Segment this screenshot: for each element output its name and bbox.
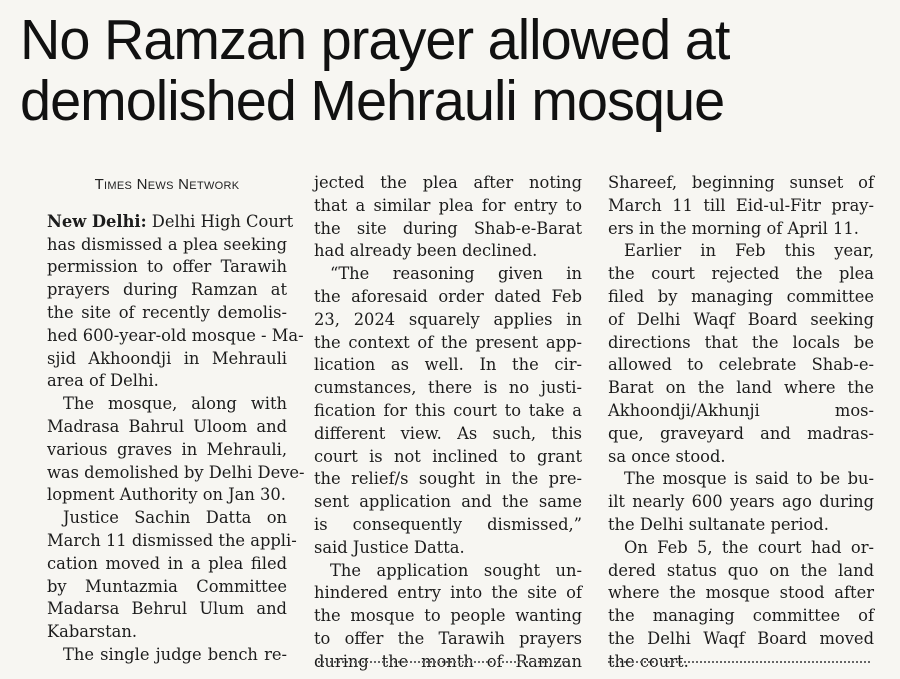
bottom-divider bbox=[318, 661, 568, 663]
article-text: Delhi High Court bbox=[146, 211, 294, 231]
article-line: Shareef, beginning sunset of bbox=[608, 173, 874, 192]
article-line: is consequently dismissed,” bbox=[314, 514, 582, 534]
article-line: hindered entry into the site of bbox=[314, 583, 582, 603]
article-line: ilt nearly 600 years ago during bbox=[608, 492, 874, 512]
article-line: court is not inclined to grant bbox=[314, 446, 582, 466]
article-line: dered status quo on the land bbox=[608, 560, 874, 580]
article-line: The mosque is said to be bu- bbox=[624, 469, 874, 489]
article-line: March 11 dismissed the appli- bbox=[47, 530, 297, 550]
article-line: The mosque, along with bbox=[63, 394, 287, 414]
article-line: On Feb 5, the court had or- bbox=[624, 537, 874, 557]
article-line: to offer the Tarawih prayers bbox=[314, 628, 582, 648]
article-line: March 11 till Eid-ul-Fitr pray- bbox=[608, 195, 874, 215]
article-line: the mosque to people wanting bbox=[314, 606, 582, 626]
article-line: hed 600-year-old mosque - Ma- bbox=[47, 325, 304, 345]
article-line: Earlier in Feb this year, bbox=[624, 241, 874, 261]
article-line: various graves in Mehrauli, bbox=[47, 439, 287, 459]
article-line: ers in the morning of April 11. bbox=[608, 218, 859, 238]
article-line: Akhoondji/Akhunji mos- bbox=[608, 400, 874, 420]
article-line: the aforesaid order dated Feb bbox=[314, 286, 582, 306]
article-line: the relief/s sought in the pre- bbox=[314, 469, 582, 489]
article-line: lopment Authority on Jan 30. bbox=[47, 485, 286, 505]
article-line bbox=[47, 211, 294, 234]
article-line: sa once stood. bbox=[608, 446, 726, 466]
article-line: allowed to celebrate Shab-e- bbox=[608, 355, 874, 375]
article-line: jected the plea after noting bbox=[314, 173, 582, 192]
dateline: New Delhi: bbox=[47, 211, 147, 231]
article-line: where the mosque stood after bbox=[608, 583, 874, 603]
article-line: “The reasoning given in bbox=[330, 264, 582, 284]
article-line: cation moved in a plea filed bbox=[47, 553, 287, 573]
article-column-3 bbox=[608, 172, 874, 674]
article-line: has dismissed a plea seeking bbox=[47, 234, 287, 254]
article-line: The application sought un- bbox=[330, 560, 582, 580]
article-line: was demolished by Delhi Deve- bbox=[47, 462, 305, 482]
bottom-divider bbox=[608, 661, 870, 663]
article-line: during the month of Ramzan bbox=[314, 651, 582, 671]
article-line: the court rejected the plea bbox=[608, 264, 874, 284]
article-line: sent application and the same bbox=[314, 492, 582, 512]
article-line: cumstances, there is no justi- bbox=[314, 378, 582, 398]
article-line: the Delhi Waqf Board moved bbox=[608, 628, 874, 648]
article-line: filed by managing committee bbox=[608, 286, 874, 306]
article-line: directions that the locals be bbox=[608, 332, 874, 352]
article-line: the site of recently demolis- bbox=[47, 302, 287, 322]
article-line: the context of the present app- bbox=[314, 332, 582, 352]
article-line: area of Delhi. bbox=[47, 371, 159, 391]
article-line: permission to offer Tarawih bbox=[47, 257, 287, 277]
article-line: sjid Akhoondji in Mehrauli bbox=[47, 348, 287, 368]
headline-line-2: demolished Mehrauli mosque bbox=[20, 69, 725, 133]
article-line: Madrasa Bahrul Uloom and bbox=[47, 416, 287, 436]
article-line: the site during Shab-e-Barat bbox=[314, 218, 582, 238]
article-line: Kabarstan. bbox=[47, 622, 138, 642]
article-line: fication for this court to take a bbox=[314, 400, 582, 420]
article-line: the managing committee of bbox=[608, 606, 874, 626]
article-line: The single judge bench re- bbox=[63, 644, 287, 664]
headline-line-1: No Ramzan prayer allowed at bbox=[20, 8, 730, 72]
article-line: different view. As such, this bbox=[314, 423, 582, 443]
article-line: by Muntazmia Committee bbox=[47, 576, 287, 596]
article-line: Madarsa Behrul Ulum and bbox=[47, 599, 287, 619]
article-line: had already been declined. bbox=[314, 241, 538, 261]
article-line: the Delhi sultanate period. bbox=[608, 514, 829, 534]
article-column-2 bbox=[314, 172, 582, 674]
article-line: the court. bbox=[608, 651, 689, 671]
article-line: 23, 2024 squarely applies in bbox=[314, 309, 582, 329]
article-line: que, graveyard and madras- bbox=[608, 423, 874, 443]
article-line: that a similar plea for entry to bbox=[314, 195, 582, 215]
article-line: said Justice Datta. bbox=[314, 537, 465, 557]
article-line: Justice Sachin Datta on bbox=[63, 508, 287, 528]
article-line: prayers during Ramzan at bbox=[47, 280, 287, 300]
byline: Times News Network bbox=[94, 176, 240, 193]
article-column-1 bbox=[47, 172, 305, 667]
article-line: lication as well. In the cir- bbox=[314, 355, 582, 375]
article-line: Barat on the land where the bbox=[608, 378, 874, 398]
headline bbox=[20, 10, 873, 132]
article-line: of Delhi Waqf Board seeking bbox=[608, 309, 874, 329]
